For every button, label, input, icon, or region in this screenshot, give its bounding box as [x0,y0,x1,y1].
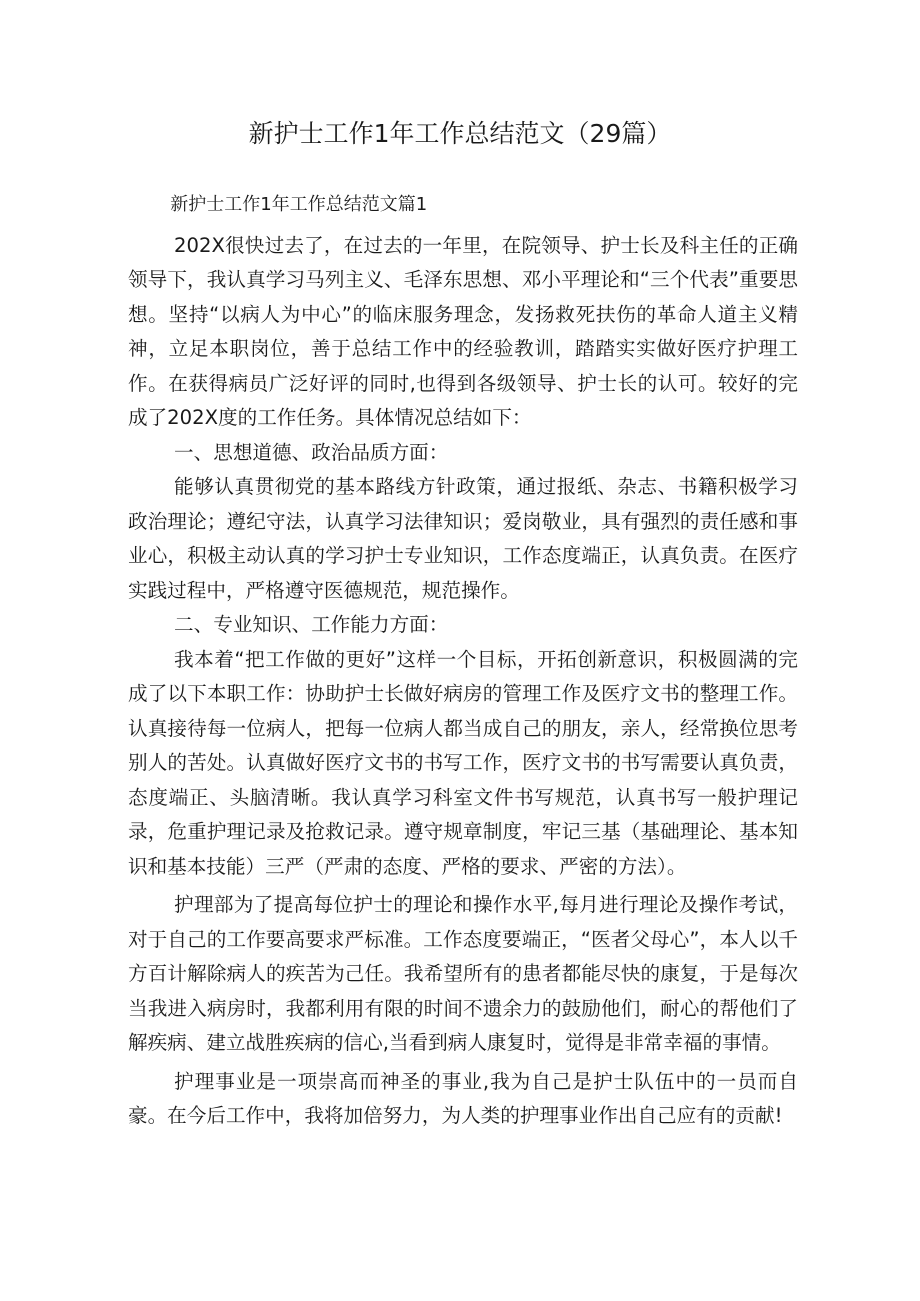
document-body [128,188,798,1134]
heading-ideology: 一、思想道德、政治品质方面： [174,440,449,464]
paragraph-intro: 202X很快过去了，在过去的一年里，在院领导、护士长及科主任的正确领导下，我认真学习马列主义、毛泽东思想、邓小平理论和“三个代表”重要思想。坚持“以病人为中心”的临床服务理念，发扬救死扶伤的革命人道主义精神，立足本职岗位，善于总结工作中的经验教训，踏踏实实做好医疗护理工作。在获得病员广泛好评的同时,也得到各级领导、护士长的认可。较好的完成了202X度的工作任务。具体情况总结如下： [128,233,798,429]
heading-professional: 二、专业知识、工作能力方面： [174,613,449,636]
document-title: 新护士工作1年工作总结范文（29篇） [248,119,672,148]
paragraph-professional: 我本着“把工作做的更好”这样一个目标，开拓创新意识，积极圆满的完成了以下本职工作：协助护士长做好病房的管理工作及医疗文书的整理工作。认真接待每一位病人，把每一位病人都当成自己的朋友，亲人，经常换位思考别人的苦处。认真做好医疗文书的书写工作，医疗文书的书写需要认真负责，态度端正、头脑清晰。我认真学习科室文件书写规范，认真书写一般护理记录，危重护理记录及抢救记录。遵守规章制度，牢记三基（基础理论、基本知识和基本技能）三严（严肃的态度、严格的要求、严密的方法）。 [128,647,798,878]
paragraph-conclusion: 护理事业是一项崇高而神圣的事业,我为自己是护士队伍中的一员而自豪。在今后工作中，我将加倍努力，为人类的护理事业作出自己应有的贡献! [128,1069,798,1127]
section-heading: 新护士工作1年工作总结范文篇1 [170,194,428,215]
paragraph-nursing-dept: 护理部为了提高每位护士的理论和操作水平,每月进行理论及操作考试，对于自己的工作要高要求严标准。工作态度要端正，“医者父母心”，本人以千方百计解除病人的疾苦为己任。我希望所有的患者都能尽快的康复，于是每次当我进入病房时，我都利用有限的时间不遗余力的鼓励他们，耐心的帮他们了解疾病、建立战胜疾病的信心,当看到病人康复时，觉得是非常幸福的事情。 [128,893,798,1054]
paragraph-ideology: 能够认真贯彻党的基本路线方针政策，通过报纸、杂志、书籍积极学习政治理论；遵纪守法，认真学习法律知识；爱岗敬业，具有强烈的责任感和事业心，积极主动认真的学习护士专业知识，工作态度端正，认真负责。在医疗实践过程中，严格遵守医德规范，规范操作。 [128,475,798,602]
